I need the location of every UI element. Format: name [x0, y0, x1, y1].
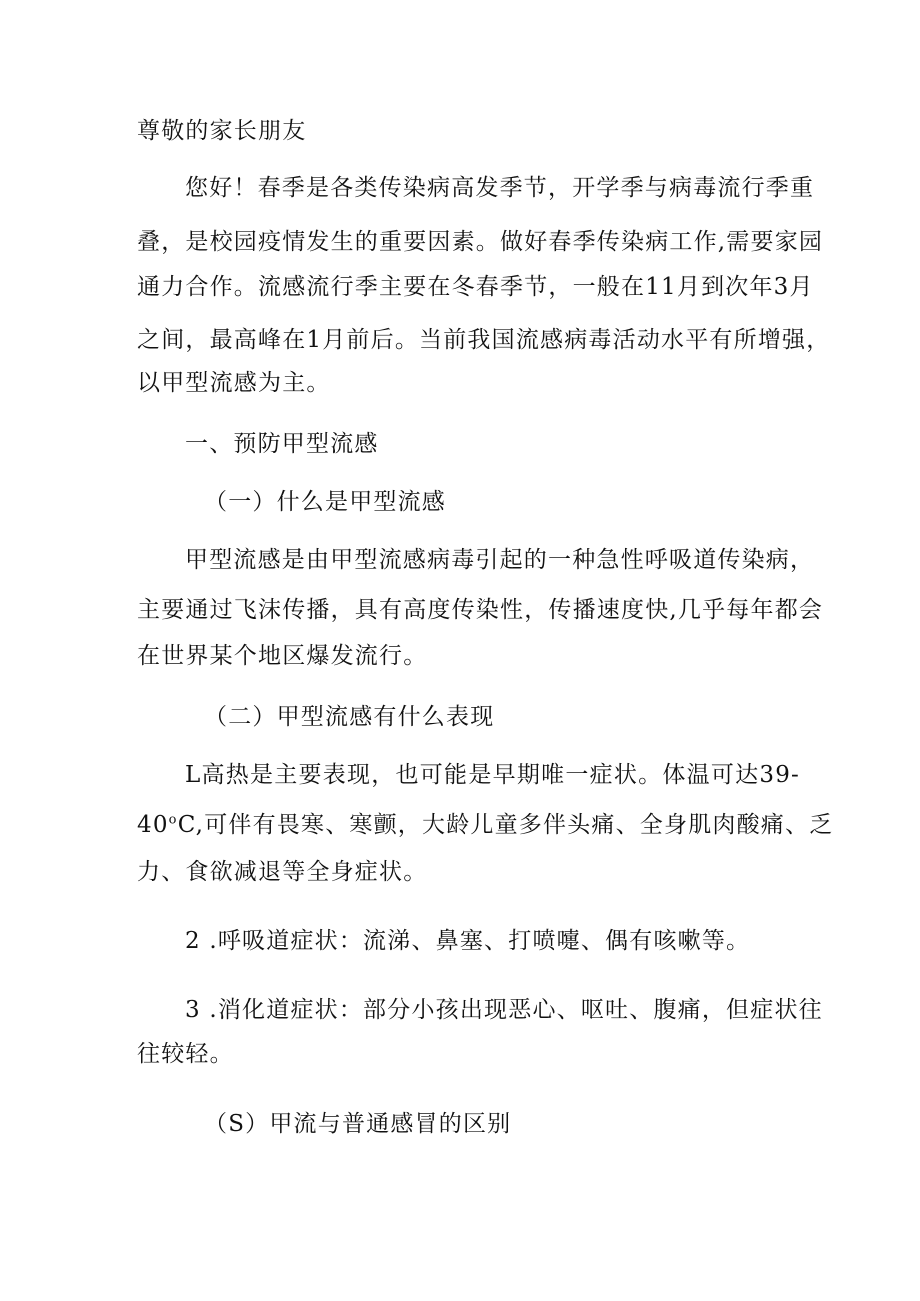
greeting: 尊敬的家长朋友 [137, 118, 307, 144]
subsection-heading: （二）甲型流感有什么表现 [204, 704, 495, 730]
symptom-line: 往较轻。 [137, 1041, 234, 1067]
symptom-line: 力、食欲减退等全身症状。 [137, 859, 428, 885]
definition-line: 在世界某个地区爆发流行。 [137, 643, 428, 669]
intro-line: 以甲型流感为主。 [137, 370, 331, 396]
intro-line: 您好！春季是各类传染病高发季节，开学季与病毒流行季重 [185, 175, 815, 201]
symptom-line [137, 810, 834, 840]
symptom-line: 3 .消化道症状：部分小孩出现恶心、呕吐、腹痛，但症状往 [185, 997, 823, 1023]
subsection-heading: （一）什么是甲型流感 [204, 489, 446, 515]
symptom-line-text: C,可伴有畏寒、寒颤，大龄儿童多伴头痛、全身肌肉酸痛、乏 [177, 812, 834, 838]
section-heading: 一、预防甲型流感 [185, 431, 379, 457]
degree-mark: o [168, 812, 178, 828]
symptom-respiratory: 2 .呼吸道症状：流涕、鼻塞、打喷嚏、偶有咳嗽等。 [185, 928, 751, 954]
subsection-heading: （S）甲流与普通感冒的区别 [204, 1111, 512, 1137]
temperature-value: 40 [137, 812, 169, 838]
symptom-line: L高热是主要表现，也可能是早期唯一症状。体温可达39- [185, 762, 800, 788]
definition-line: 主要通过飞沫传播，具有高度传染性，传播速度快,几乎每年都会 [137, 597, 824, 623]
definition-line: 甲型流感是由甲型流感病毒引起的一种急性呼吸道传染病， [185, 547, 815, 573]
intro-line: 之间，最高峰在1月前后。当前我国流感病毒活动水平有所增强， [137, 327, 831, 353]
intro-line: 通力合作。流感流行季主要在冬春季节，一般在11月到次年3月 [137, 274, 814, 300]
intro-line: 叠，是校园疫情发生的重要因素。做好春季传染病工作,需要家园 [137, 229, 824, 255]
